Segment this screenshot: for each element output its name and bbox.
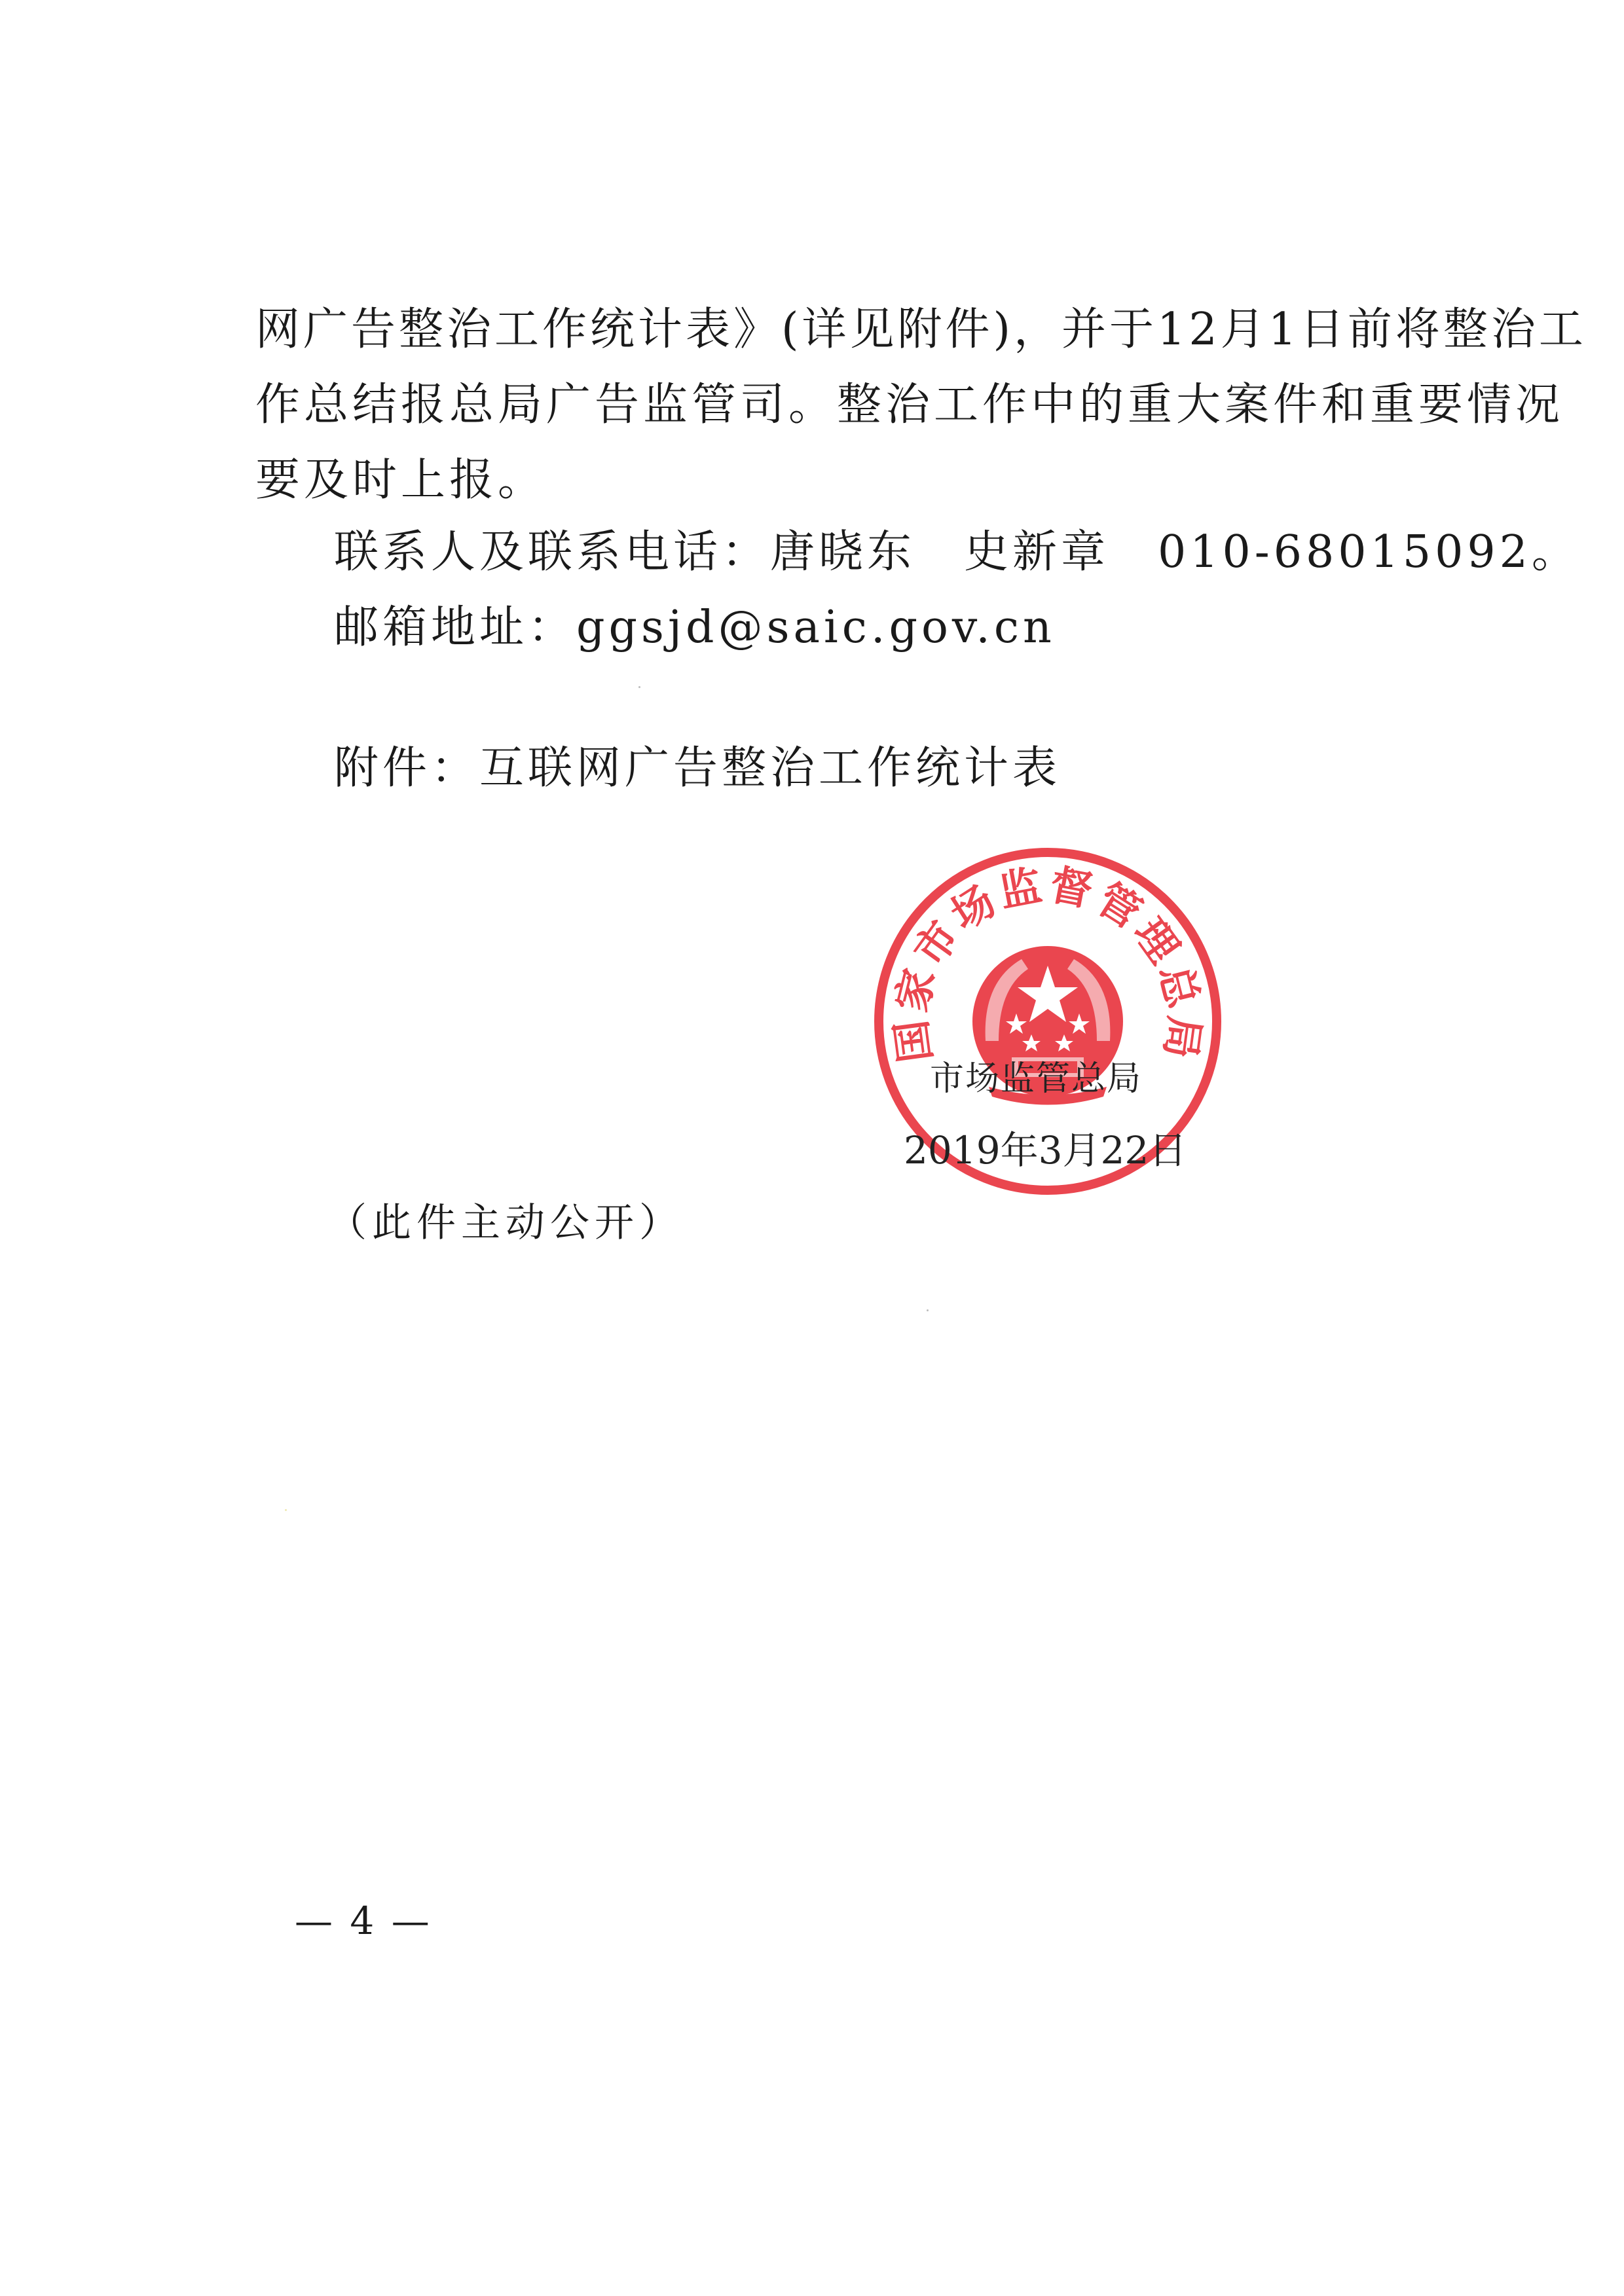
attachment-line: 附件：互联网广告整治工作统计表	[334, 742, 1061, 794]
scan-speck	[638, 686, 640, 688]
scan-speck	[285, 1509, 287, 1511]
seal-text: 国家市场监督管理总局	[887, 860, 1209, 1065]
body-line-2: 作总结报总局广告监管司。整治工作中的重大案件和重要情况	[255, 379, 1564, 431]
contact-line: 联系人及联系电话：唐晓东 史新章 010-68015092。	[334, 526, 1580, 578]
scan-speck	[927, 1309, 929, 1311]
page-number: — 4 —	[295, 1899, 432, 1943]
body-line-1: 网广告整治工作统计表》(详见附件)，并于12月1日前将整治工	[255, 304, 1587, 355]
public-note: （此件主动公开）	[327, 1200, 684, 1246]
body-line-3: 要及时上报。	[255, 454, 547, 506]
issuer-name: 市场监管总局	[930, 1059, 1143, 1099]
issue-date: 2019年3月22日	[904, 1128, 1187, 1173]
email-line: 邮箱地址：ggsjd@saic.gov.cn	[334, 602, 1056, 653]
